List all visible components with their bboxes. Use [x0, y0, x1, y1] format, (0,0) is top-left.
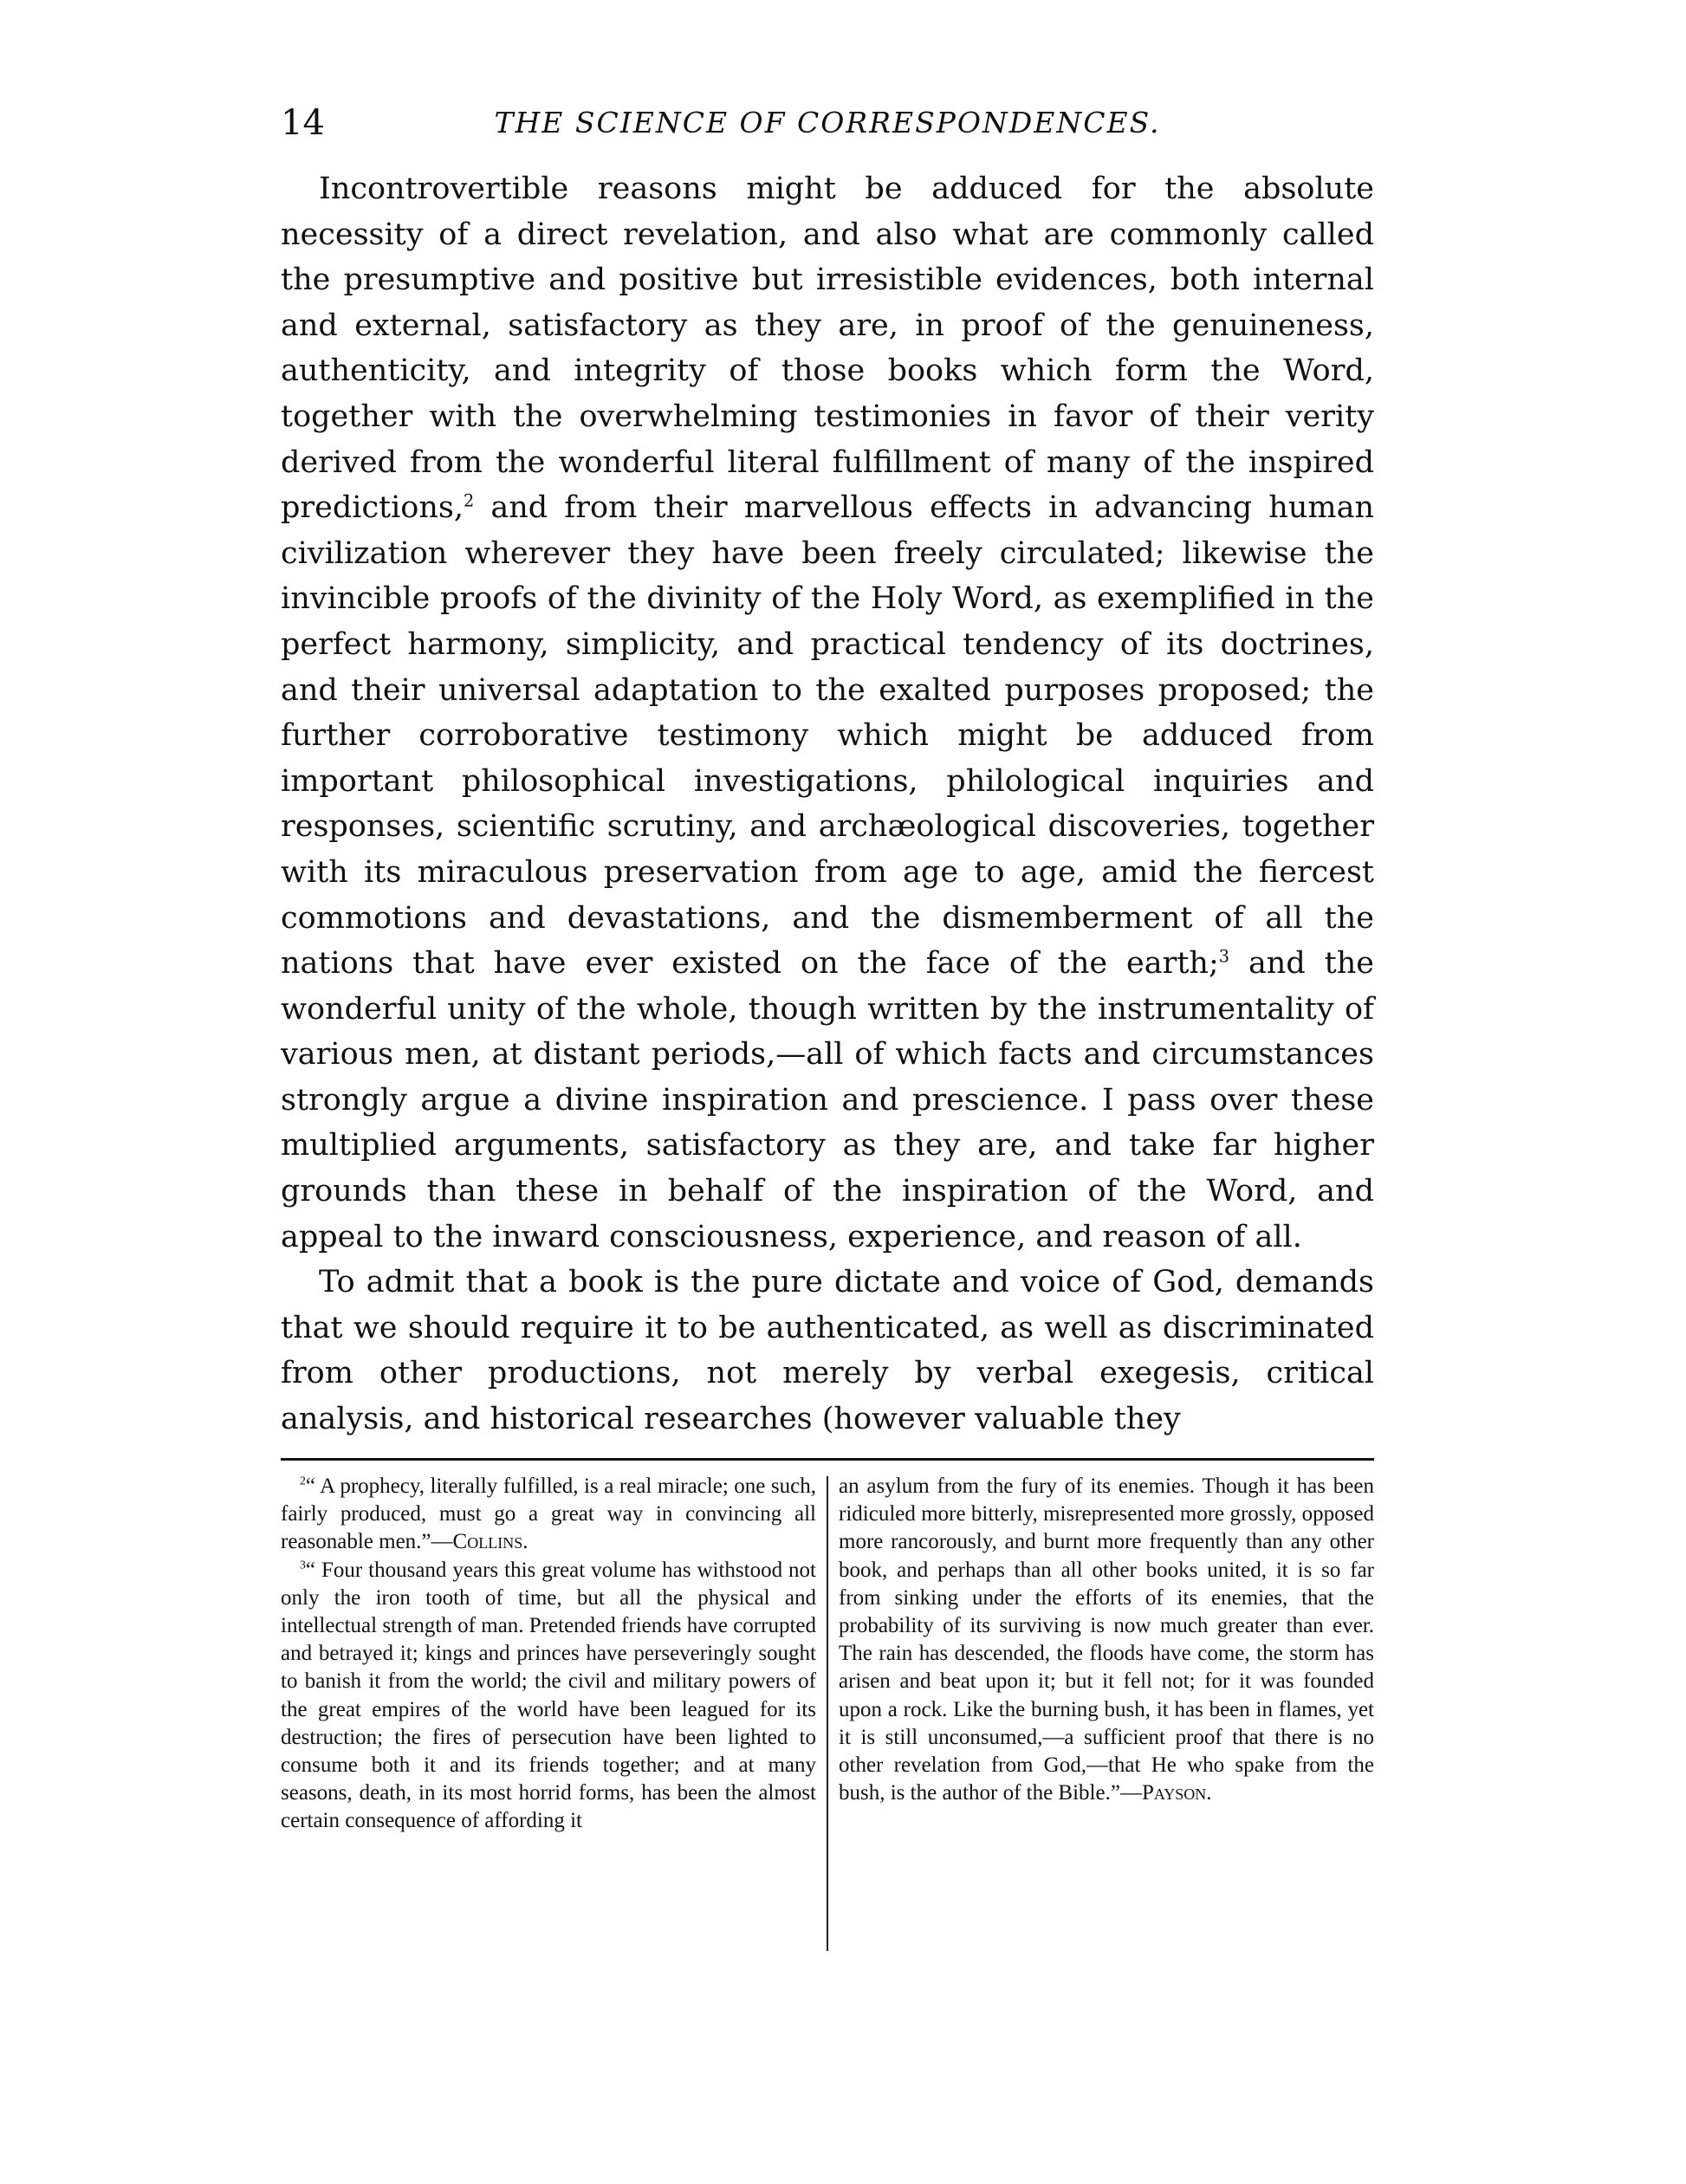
paragraph-1-part-b: and from their marvellous effects in advancing human civilization wherever they have been freely circulated; likewise the invincible proofs of the divinity of the Holy Word, as exemplified in the perfect harmony, simplicity, and practical tendency of its doctrines, and their universal adaptation to the exalted purposes proposed; the further corroborative testimony which might be adduced from important philosophical investigations, philological inquiries and responses, scientific scrutiny, and archæological discoveries, together with its miraculous preservation from age to age, amid the fiercest commotions and devastations, and the dismemberment of all the nations that have ever existed on the face of the earth; — [281, 490, 1374, 982]
footnote-3 — [281, 1557, 816, 1836]
running-head: THE SCIENCE OF CORRESPONDENCES. — [494, 106, 1161, 139]
page-header — [281, 97, 1374, 149]
footnote-column-left — [281, 1473, 816, 1836]
footnote-3-mark: 3 — [300, 1558, 306, 1572]
footnote-2-mark: 2 — [300, 1474, 306, 1487]
footnote-2-text: “ A prophecy, literally fulfilled, is a real miracle; one such, fairly produced, must go a great way in convincing all reasonable men.”— — [281, 1474, 816, 1554]
footnote-ref-3: 3 — [1218, 946, 1230, 967]
footnote-2 — [281, 1473, 816, 1557]
paragraph-1 — [281, 166, 1374, 1260]
paragraph-2: To admit that a book is the pure dictate and voice of God, demands that we should require it to be authenticated, as well as discriminated from other productions, not merely by verbal exegesis, critical analysis, and historical researches (however valuable they — [281, 1265, 1374, 1437]
footnote-column-right — [839, 1473, 1374, 1807]
paragraph-1-part-a: Incontrovertible reasons might be adduced for the absolute necessity of a direct revelation, and also what are commonly called the presumptive and positive but irresistible evidences, both internal and external, satisfactory as they are, in proof of the genuineness, authenticity, and integrity of those books which form the Word, together with the overwhelming testimonies in favor of their verity derived from the wonderful literal fulfillment of many of the inspired predictions, — [281, 172, 1374, 526]
footnote-ref-2: 2 — [464, 490, 475, 511]
footnote-2-author: Collins. — [452, 1530, 528, 1554]
footnotes — [281, 1473, 1374, 1958]
page-number: 14 — [281, 103, 325, 143]
footnote-column-divider — [827, 1476, 828, 1951]
footnote-rule — [281, 1458, 1374, 1461]
paragraph-1-part-c: and the wonderful unity of the whole, though written by the instrumentality of various men, at distant periods,—all of which facts and circumstances strongly argue a divine inspiration and prescience. I pass over these multiplied arguments, satisfactory as they are, and take far higher grounds than these in behalf of the inspiration of the Word, and appeal to the inward consciousness, experience, and reason of all. — [281, 946, 1374, 1254]
footnote-3-author: Payson. — [1141, 1781, 1212, 1805]
footnote-3-continued — [839, 1473, 1374, 1807]
footnote-3-text-left: “ Four thousand years this great volume has withstood not only the iron tooth of time, but all the physical and intellectual strength of man. Pretended friends have corrupted and betrayed it; kings and princes have perseveringly sought to banish it from the world; the civil and military powers of the great empires of the world have been leagued for its destruction; the fires of persecution have been lighted to consume both it and its friends together; and at many seasons, death, in its most horrid forms, has been the almost certain consequence of affording it — [281, 1558, 816, 1833]
main-text — [281, 166, 1374, 1442]
footnote-3-text-right: an asylum from the fury of its enemies. Though it has been ridiculed more bitterly, misrepresented more grossly, opposed more rancorously, and burnt more frequently than any other book, and perhaps than all other books united, it is so far from sinking under the efforts of its enemies, that the probability of its surviving is now much greater than ever. The rain has descended, the floods have come, the storm has arisen and beat upon it; but it fell not; for it was founded upon a rock. Like the burning bush, it has been in flames, yet it is still unconsumed,—a sufficient proof that there is no other revelation from God,—that He who spake from the bush, is the author of the Bible.”— — [839, 1474, 1374, 1805]
